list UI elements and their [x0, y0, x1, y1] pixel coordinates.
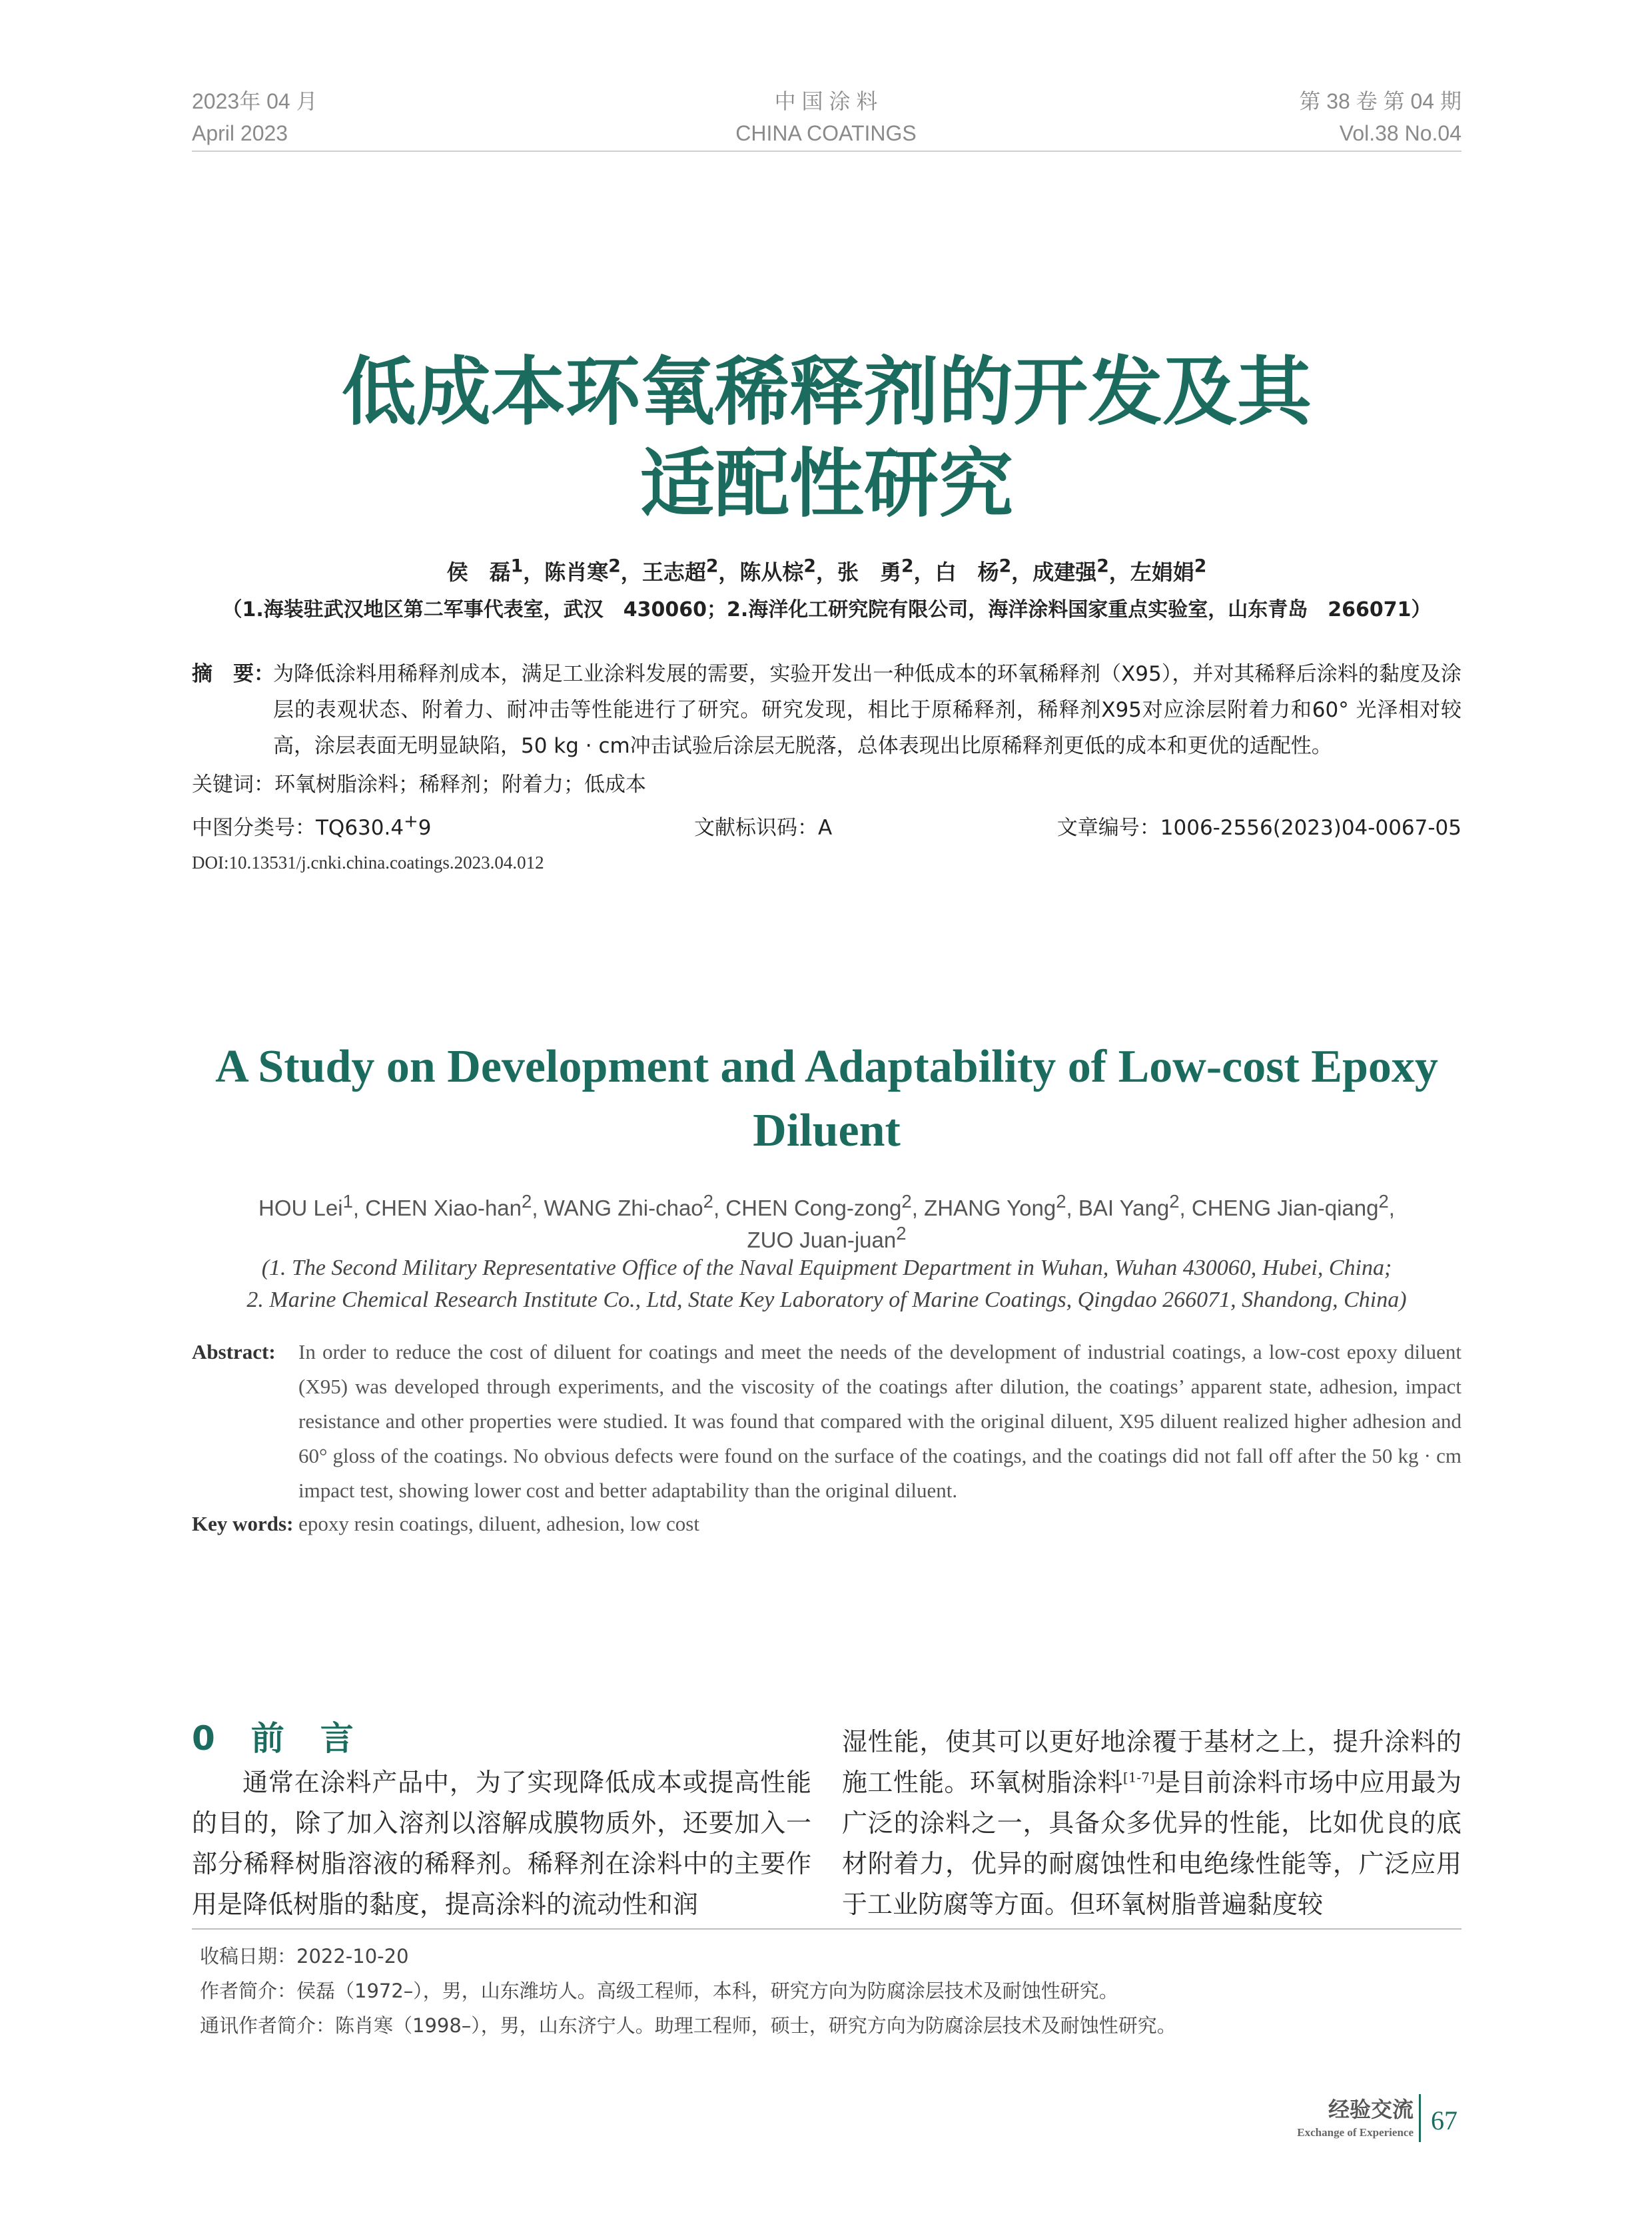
footnote-author: 作者简介：侯磊（1972–），男，山东潍坊人。高级工程师，本科，研究方向为防腐涂层技术及耐蚀性研究。 [200, 1980, 1118, 2002]
footer-section-zh: 经验交流 [1328, 2097, 1414, 2122]
author-zh: 左娟娟 [1130, 559, 1194, 585]
footnote-received: 收稿日期：2022-10-20 [200, 1945, 409, 1968]
header-volume-en: Vol.38 No.04 [1339, 121, 1461, 145]
article-number: 文章编号：1006-2556(2023)04-0067-05 [1056, 816, 1461, 840]
authors-en-line1: HOU Lei$^1$, CHEN Xiao-han$^2$, WANG Zhi-chao$^2$, CHEN Cong-zong$^2$, ZHANG Yong$^2$, BAI Yang$^2$, CHENG Jian-qiang$^2$, [258, 1191, 1395, 1220]
author-en: ZHANG Yong [924, 1196, 1056, 1220]
author-en: WANG Zhi-chao [544, 1196, 703, 1220]
header-date-zh: 2023年 04 月 [192, 89, 318, 113]
header-rule [192, 151, 1461, 152]
authors-en-line2: ZUO Juan-juan$^2$ [747, 1223, 907, 1252]
author-zh: 陈肖寒 [544, 559, 609, 585]
affiliation-en-line1: (1. The Second Military Representative Office of the Naval Equipment Department in Wuhan, Wuhan 430060, Hubei, China; [261, 1256, 1392, 1280]
header-date-en: April 2023 [192, 121, 288, 145]
header-volume-zh: 第 38 卷 第 04 期 [1299, 89, 1461, 113]
author-en: BAI Yang [1078, 1196, 1170, 1220]
body-column-left: 通常在涂料产品中，为了实现降低成本或提高性能的目的，除了加入溶剂以溶解成膜物质外，还要加入一部分稀释树脂溶液的稀释剂。稀释剂在涂料中的主要作用是降低树脂的黏度，提高涂料的流动性和润 [192, 1768, 811, 1919]
clc-number: 中图分类号：TQ630.4+9 [192, 811, 432, 840]
title-en-line1: A Study on Development and Adaptability of Low-cost Epoxy [215, 1041, 1438, 1092]
author-en: CHEN Xiao-han [365, 1196, 522, 1220]
header-journal-zh: 中 国 涂 料 [774, 89, 878, 113]
title-zh-line2: 适配性研究 [640, 441, 1013, 528]
header-journal-en: CHINA COATINGS [735, 121, 917, 145]
citation-ref: [1-7] [1122, 1769, 1155, 1786]
body-column-right: 湿性能，使其可以更好地涂覆于基材之上，提升涂料的施工性能。环氧树脂涂料[1-7]是目前涂料市场中应用最为广泛的涂料之一，具备众多优异的性能，比如优良的底材附着力，优异的耐腐蚀性和电绝缘性能等，广泛应用于工业防腐等方面。但环氧树脂普遍黏度较 [842, 1727, 1461, 1919]
affiliation-zh: （1.海装驻武汉地区第二军事代表室，武汉 430060；2.海洋化工研究院有限公司，海洋涂料国家重点实验室，山东青岛 266071） [222, 598, 1432, 621]
title-en-line2: Diluent [753, 1105, 901, 1156]
abstract-zh [192, 656, 1461, 764]
authors-zh: 侯 磊$^1$，陈肖寒$^2$，王志超$^2$，陈从棕$^2$，张 勇$^2$，白 杨$^2$，成建强$^2$，左娟娟$^2$ [446, 556, 1207, 585]
footer-section-en: Exchange of Experience [1297, 2126, 1414, 2139]
author-en: CHENG Jian-qiang [1191, 1196, 1379, 1220]
footnote-rule [192, 1928, 1461, 1930]
keywords-zh: 关键词：环氧树脂涂料；稀释剂；附着力；低成本 [192, 773, 646, 797]
abstract-zh-label: 摘 要： [192, 662, 274, 686]
keywords-en-label: Key words: [192, 1512, 294, 1535]
affiliation-en-line2: 2. Marine Chemical Research Institute Co., Ltd, State Key Laboratory of Marine Coatings, Qingdao 266071, Shandong, China) [246, 1288, 1407, 1312]
abstract-en [192, 1335, 1461, 1508]
author-zh: 侯 磊 [446, 559, 511, 585]
author-zh: 陈从棕 [739, 559, 804, 585]
footer-rule [1419, 2094, 1421, 2142]
author-zh: 成建强 [1032, 559, 1097, 585]
keywords-en-text: epoxy resin coatings, diluent, adhesion, low cost [298, 1512, 699, 1535]
footnote-corresponding: 通讯作者简介：陈肖寒（1998–），男，山东济宁人。助理工程师，硕士，研究方向为防腐涂层技术及耐蚀性研究。 [200, 2014, 1176, 2037]
author-en: HOU Lei [258, 1196, 343, 1220]
page-number: 67 [1431, 2105, 1457, 2135]
author-zh: 王志超 [641, 559, 706, 585]
abstract-en-text: In order to reduce the cost of diluent for coatings and meet the needs of the development of industrial coatings, a low-cost epoxy diluent (X95) was developed through experiments, and the viscosity of the coatings after dilution, the coatings’ apparent state, adhesion, impact resistance and other properties were studied. It was found that compared with the original diluent, X95 diluent realized higher adhesion and 60° gloss of the coatings. No obvious defects were found on the surface of the coatings, and the coatings did not fall off after the 50 kg · cm impact test, showing lower cost and better adaptability than the original diluent. [298, 1340, 1461, 1502]
keywords-en [192, 1512, 699, 1536]
doi: DOI:10.13531/j.cnki.china.coatings.2023.04.012 [192, 853, 544, 873]
author-zh: 白 杨 [935, 559, 999, 585]
author-zh: 张 勇 [837, 559, 902, 585]
author-en: CHEN Cong-zong [725, 1196, 902, 1220]
document-code: 文献标识码：A [694, 816, 833, 840]
abstract-zh-text: 为降低涂料用稀释剂成本，满足工业涂料发展的需要，实验开发出一种低成本的环氧稀释剂（X95），并对其稀释后涂料的黏度及涂层的表观状态、附着力、耐冲击等性能进行了研究。研究发现，相比于原稀释剂，稀释剂X95对应涂层附着力和60° 光泽相对较高，涂层表面无明显缺陷，50 kg · cm冲击试验后涂层无脱落，总体表现出比原稀释剂更低的成本和更优的适配性。 [273, 662, 1461, 758]
author-en: ZUO Juan-juan [747, 1228, 897, 1252]
section-heading: 0 前 言 [192, 1719, 355, 1758]
abstract-en-label: Abstract: [192, 1340, 276, 1363]
title-zh-line1: 低成本环氧稀释剂的开发及其 [342, 349, 1312, 436]
